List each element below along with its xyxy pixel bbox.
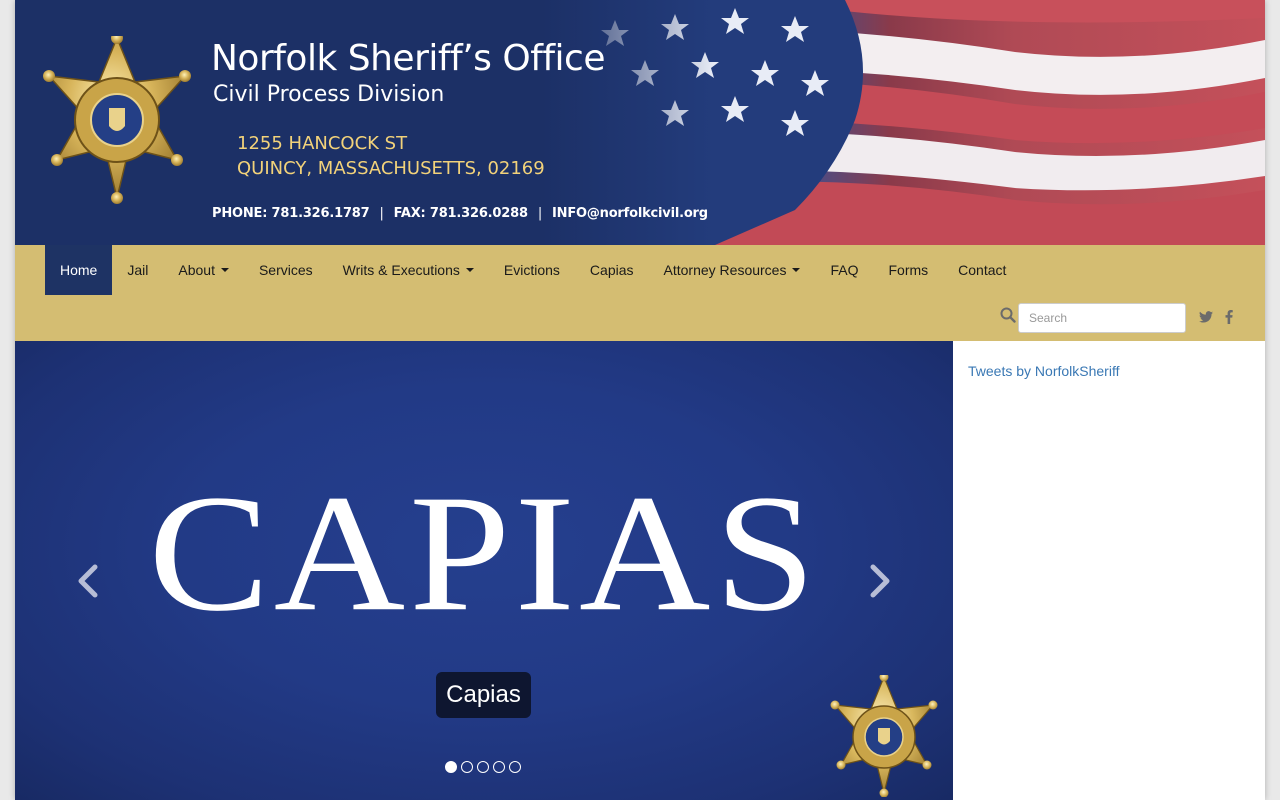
nav-list [45,245,1021,295]
nav-item-about[interactable] [163,245,244,295]
address-city: QUINCY, MASSACHUSETTS, 02169 [237,158,545,179]
caret-down-icon [792,268,800,272]
nav-label: Services [258,262,313,278]
nav-label: Contact [958,262,1007,278]
org-name: Norfolk Sheriff’s Office [211,38,605,79]
twitter-sidebar [953,341,1265,800]
nav-item-jail[interactable] [112,245,163,295]
hero-carousel [15,341,953,800]
nav-item-home[interactable] [45,245,112,295]
nav-item-attorney-resources[interactable] [649,245,816,295]
nav-item-evictions[interactable] [489,245,575,295]
separator: | [537,206,542,221]
chevron-right-icon[interactable] [867,563,893,599]
sheriff-badge-logo [37,36,197,211]
caret-down-icon [466,268,474,272]
carousel-indicator[interactable] [477,761,489,773]
fax-number: FAX: 781.326.0288 [393,206,528,221]
carousel-indicator[interactable] [509,761,521,773]
nav-label: Evictions [503,262,560,278]
carousel-indicator[interactable] [493,761,505,773]
division-name: Civil Process Division [213,82,445,107]
nav-label: Jail [127,262,149,278]
phone-number: PHONE: 781.326.1787 [212,206,370,221]
nav-item-contact[interactable] [943,245,1021,295]
nav-label: FAQ [830,262,859,278]
search-input[interactable] [1018,303,1186,333]
nav-item-writs-executions[interactable] [328,245,489,295]
nav-label: Attorney Resources [663,262,787,278]
email-address: INFO@norfolkcivil.org [552,206,708,221]
separator: | [379,206,384,221]
sheriff-badge-image [825,675,943,797]
nav-label: Home [60,262,98,278]
carousel-indicator[interactable] [445,761,457,773]
nav-label: Forms [888,262,929,278]
contact-line [212,206,708,221]
nav-item-forms[interactable] [873,245,943,295]
carousel-indicator[interactable] [461,761,473,773]
nav-label: Writs & Executions [342,262,460,278]
nav-label: Capias [589,262,634,278]
carousel-indicators [445,761,521,773]
nav-item-services[interactable] [244,245,328,295]
slide-title: CAPIAS [148,461,820,646]
nav-label: About [178,262,215,278]
main-navbar [15,245,1265,341]
search-icon[interactable] [1000,307,1016,323]
tweets-link[interactable]: Tweets by NorfolkSheriff [968,363,1120,379]
twitter-icon[interactable] [1199,311,1213,323]
header-banner [15,0,1265,245]
facebook-icon[interactable] [1225,310,1233,324]
nav-item-capias[interactable] [575,245,649,295]
page [15,0,1265,800]
nav-item-faq[interactable] [815,245,873,295]
slide-caption: Capias [436,672,531,718]
caret-down-icon [221,268,229,272]
chevron-left-icon[interactable] [75,563,101,599]
address-street: 1255 HANCOCK ST [237,133,408,154]
